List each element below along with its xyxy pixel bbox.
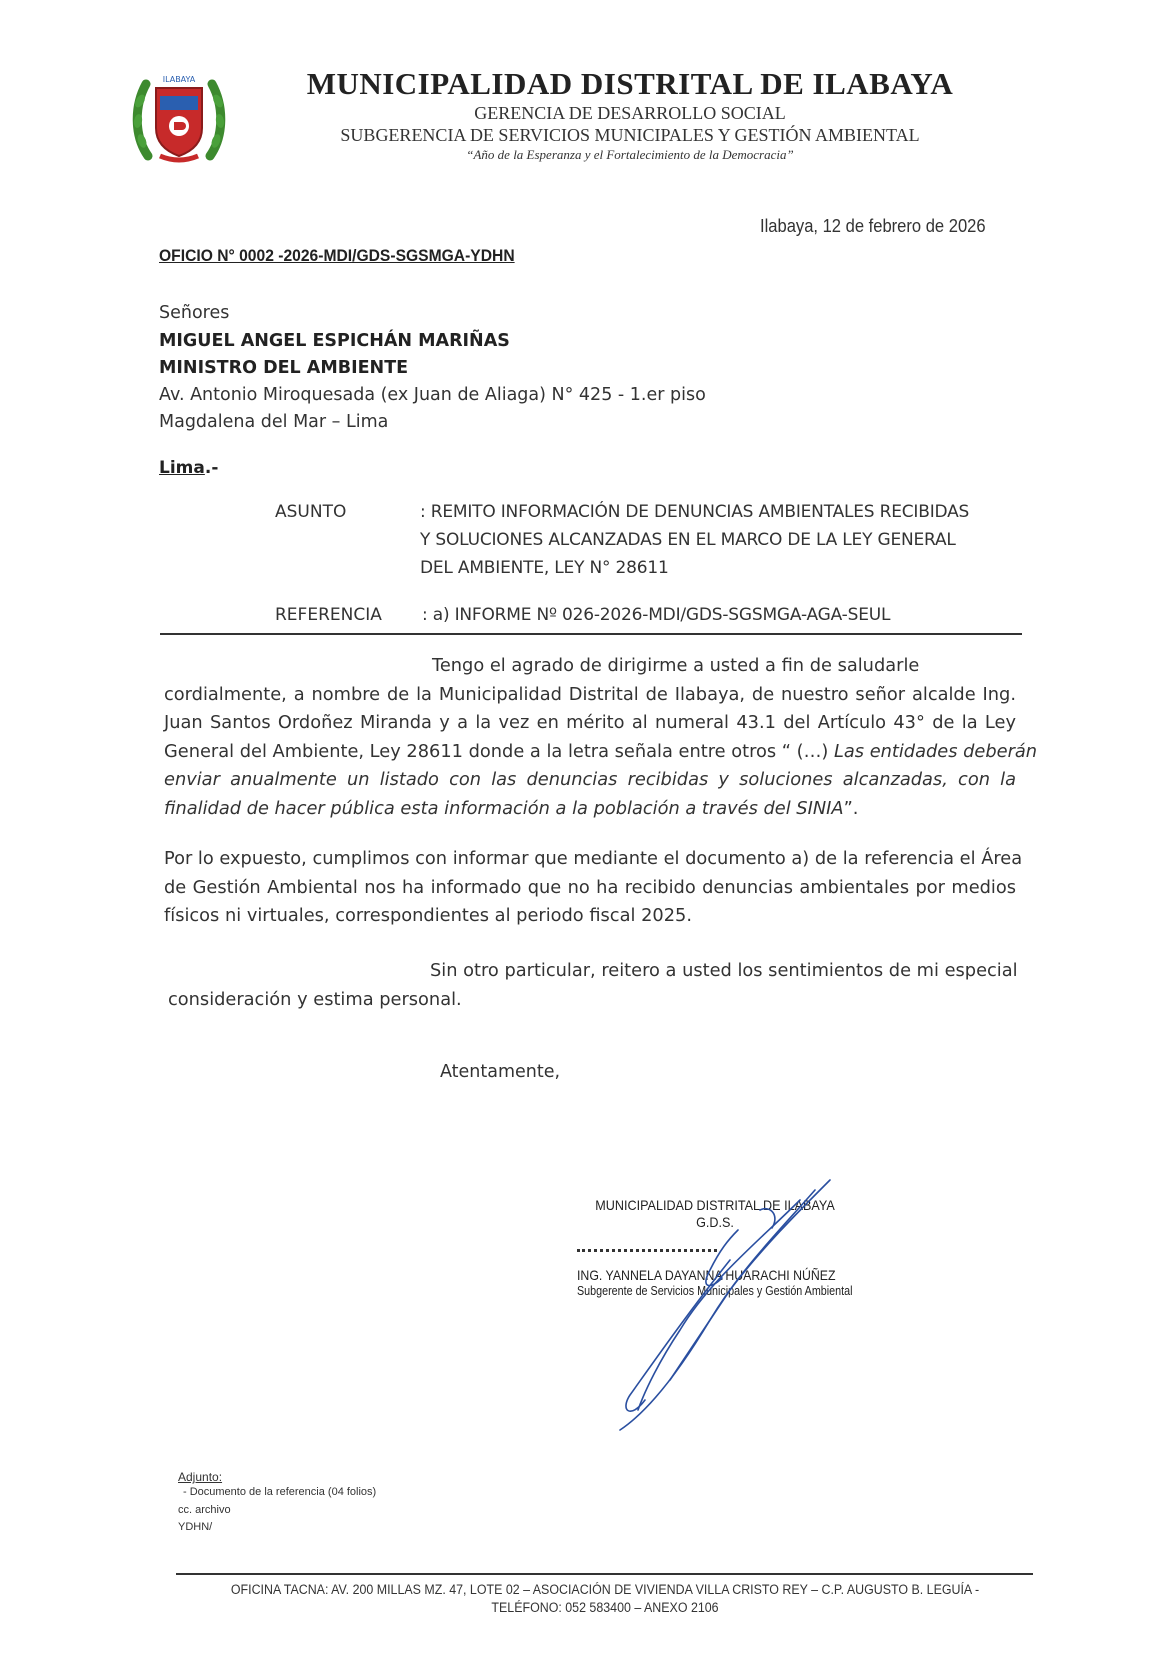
subject-divider: [160, 633, 1022, 635]
p3-line-2: consideración y estima personal.: [168, 988, 462, 1010]
stamp-unit: G.D.S.: [696, 1214, 734, 1230]
crest-label: ILABAYA: [162, 75, 196, 84]
addressee-position: MINISTRO DEL AMBIENTE: [159, 358, 409, 378]
body-paragraph-2: [164, 845, 1023, 931]
referencia-label: REFERENCIA: [275, 605, 382, 625]
salutation: Señores: [159, 303, 230, 323]
p1-line-3: Juan Santos Ordoñez Miranda y a la vez en mérito al numeral 43.1 del Artículo 43° de la Ley: [164, 712, 1016, 733]
p1-quote-c: finalidad de hacer pública esta información a la población a través del SINIA: [164, 797, 844, 819]
body-paragraph-3: [168, 957, 1020, 1014]
p2-line-3: físicos ni virtuales, correspondientes al periodo fiscal 2025.: [164, 905, 692, 926]
annex-item: - Documento de la referencia (04 folios): [183, 1486, 377, 1498]
asunto-line-2: Y SOLUCIONES ALCANZADAS EN EL MARCO DE LA LEY GENERAL: [420, 530, 956, 550]
asunto-line-1: : REMITO INFORMACIÓN DE DENUNCIAS AMBIENTALES RECIBIDAS: [420, 502, 970, 522]
p2-line-1: Por lo expuesto, cumplimos con informar que mediante el documento a) de la referencia el Área: [164, 848, 1023, 869]
p1-quote-b: enviar anualmente un listado con las denuncias recibidas y soluciones alcanzadas, con la: [164, 769, 1016, 790]
referencia-value: : a) INFORME Nº 026-2026-MDI/GDS-SGSMGA-AGA-SEUL: [422, 605, 891, 625]
city-suffix: .-: [204, 458, 219, 478]
address-line-1: Av. Antonio Miroquesada (ex Juan de Aliaga) N° 425 - 1.er piso: [159, 385, 706, 405]
city-line: [159, 458, 218, 478]
p1-line-2: cordialmente, a nombre de la Municipalidad Distrital de Ilabaya, de nuestro señor alcalde Ing.: [164, 683, 1016, 705]
p1-quote-a: Las entidades deberán: [833, 740, 1038, 762]
footer-phone: TELÉFONO: 052 583400 – ANEXO 2106: [491, 1600, 719, 1615]
municipal-crest-logo: [130, 66, 228, 166]
footer-divider: [176, 1573, 1033, 1575]
p1-line-1: Tengo el agrado de dirigirme a usted a fin de saludarle: [432, 655, 920, 676]
signer-name: ING. YANNELA DAYANNA HUARACHI NÚÑEZ: [577, 1267, 836, 1283]
letter-date: Ilabaya, 12 de febrero de 2026: [760, 216, 986, 236]
p1-line-4-text: General del Ambiente, Ley 28611 donde a la letra señala entre otros “ (…): [164, 740, 834, 762]
oficio-number: OFICIO N° 0002 -2026-MDI/GDS-SGSMGA-YDHN: [159, 246, 515, 265]
address-line-2: Magdalena del Mar – Lima: [159, 412, 389, 432]
copy-to: cc. archivo: [178, 1504, 231, 1516]
addressee-name: MIGUEL ANGEL ESPICHÁN MARIÑAS: [159, 331, 510, 351]
subdepartment-subtitle: SUBGERENCIA DE SERVICIOS MUNICIPALES Y GESTIÓN AMBIENTAL: [340, 125, 920, 145]
municipality-title: MUNICIPALIDAD DISTRITAL DE ILABAYA: [306, 66, 954, 101]
year-motto: “Año de la Esperanza y el Fortalecimiento de la Democracia”: [466, 147, 794, 162]
handwritten-signature: [560, 1170, 860, 1440]
p3-line-1: Sin otro particular, reitero a usted los sentimientos de mi especial: [430, 960, 1018, 981]
p1-quote-end: ”.: [843, 797, 859, 819]
department-subtitle: GERENCIA DE DESARROLLO SOCIAL: [474, 103, 786, 123]
signer-role: Subgerente de Servicios Municipales y Gestión Ambiental: [577, 1284, 853, 1298]
p2-line-2: de Gestión Ambiental nos ha informado que no ha recibido denuncias ambientales por medios: [164, 876, 1016, 898]
author-initials: YDHN/: [178, 1521, 213, 1533]
stamp-organization: MUNICIPALIDAD DISTRITAL DE ILABAYA: [595, 1197, 835, 1213]
asunto-label: ASUNTO: [275, 502, 347, 522]
footer-address: OFICINA TACNA: AV. 200 MILLAS MZ. 47, LOTE 02 – ASOCIACIÓN DE VIVIENDA VILLA CRISTO REY – C.P. AUGUSTO B. LEGUÍA -: [230, 1582, 980, 1597]
closing-salutation: Atentamente,: [440, 1062, 561, 1082]
p1-line-4: [164, 738, 1038, 767]
body-paragraph-1: [164, 652, 1038, 823]
annex-title: Adjunto:: [178, 1470, 223, 1484]
asunto-line-3: DEL AMBIENTE, LEY N° 28611: [420, 558, 669, 578]
city-name: Lima: [159, 458, 205, 478]
p1-line-6: [164, 795, 1016, 824]
